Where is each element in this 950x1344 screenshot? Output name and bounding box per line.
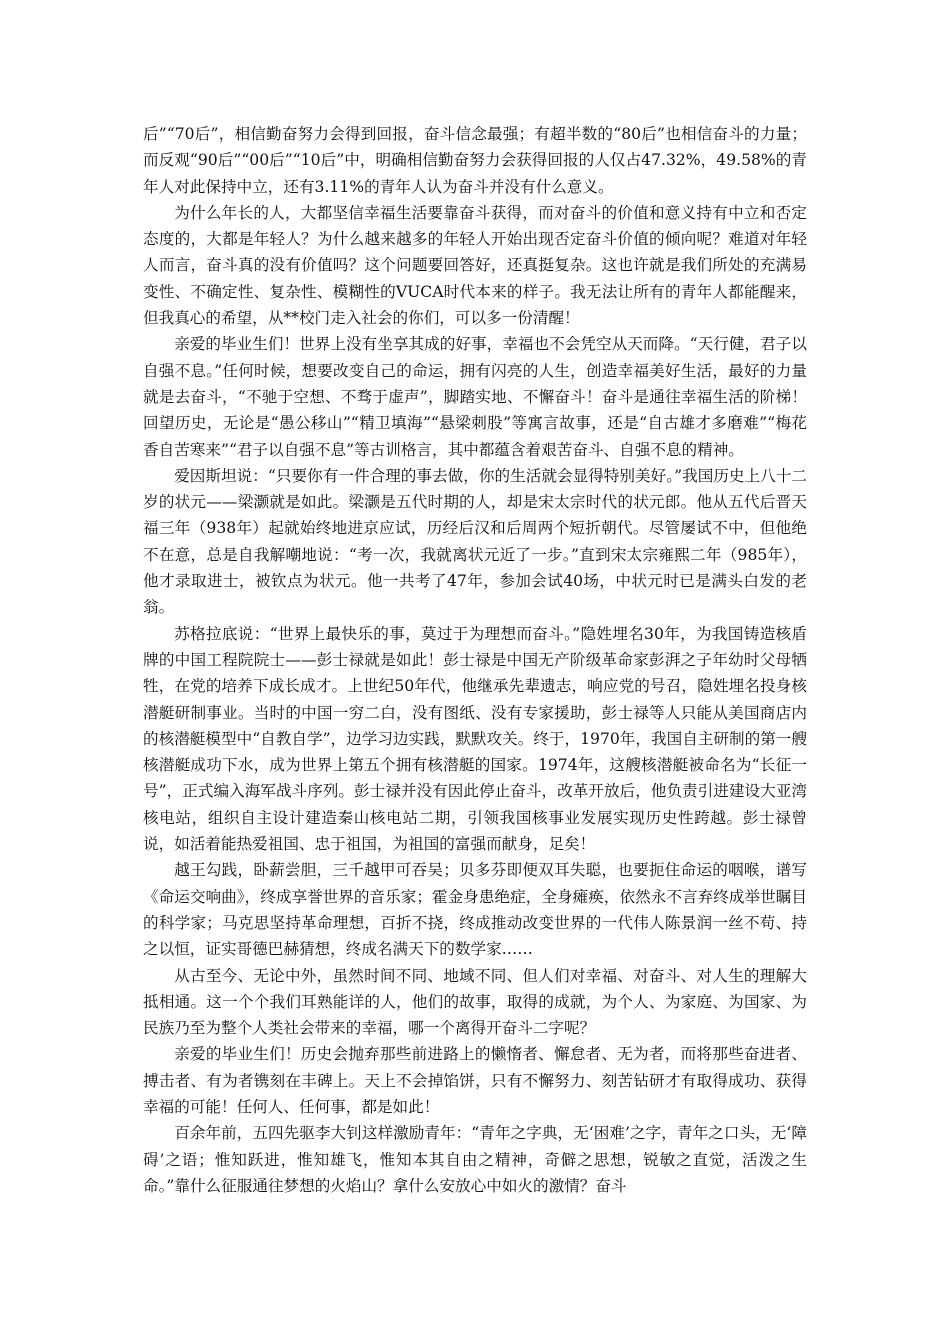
paragraph: 亲爱的毕业生们！历史会抛弃那些前进路上的懒惰者、懈怠者、无为者，而将那些奋进者、搏击者、有为者镌刻在丰碑上。天上不会掉馅饼，只有不懈努力、刻苦钻研才有取得成功、获得幸福的可能！任何人、任何事，都是如此！	[143, 1045, 807, 1116]
document-body	[143, 121, 807, 1199]
paragraph: 为什么年长的人，大都坚信幸福生活要靠奋斗获得，而对奋斗的价值和意义持有中立和否定态度的，大都是年轻人？为什么越来越多的年轻人开始出现否定奋斗价值的倾向呢？难道对年轻人而言，奋斗真的没有价值吗？这个问题要回答好，还真挺复杂。这也许就是我们所处的充满易变性、不确定性、复杂性、模糊性的VUCA时代本来的样子。我无法让所有的青年人都能醒来，但我真心的希望，从**校门走入社会的你们，可以多一份清醒！	[143, 203, 807, 328]
paragraph: 越王勾践，卧薪尝胆，三千越甲可吞吴；贝多芬即便双耳失聪，也要扼住命运的咽喉，谱写《命运交响曲》，终成享誉世界的音乐家；霍金身患绝症，全身瘫痪，依然永不言弃终成举世瞩目的科学家；马克思坚持革命理想，百折不挠，终成推动改变世界的一代伟人陈景润一丝不苟、持之以恒，证实哥德巴赫猜想，终成名满天下的数学家……	[143, 861, 807, 959]
paragraph: 亲爱的毕业生们！世界上没有坐享其成的好事，幸福也不会凭空从天而降。“天行健，君子以自强不息。”任何时候，想要改变自己的命运，拥有闪亮的人生，创造幸福美好生活，最好的力量就是去奋斗，“不驰于空想、不骛于虚声”，脚踏实地、不懈奋斗！奋斗是通往幸福生活的阶梯！回望历史，无论是“愚公移山”“精卫填海”“悬梁刺股”等寓言故事，还是“自古雄才多磨难”“梅花香自苦寒来”“君子以自强不息”等古训格言，其中都蕴含着艰苦奋斗、自强不息的精神。	[143, 335, 807, 459]
paragraph: 从古至今、无论中外，虽然时间不同、地域不同、但人们对幸福、对奋斗、对人生的理解大抵相通。这一个个我们耳熟能详的人，他们的故事，取得的成就，为个人、为家庭、为国家、为民族乃至为整个人类社会带来的幸福，哪一个离得开奋斗二字呢？	[143, 966, 807, 1038]
paragraph: 后”“70后”，相信勤奋努力会得到回报，奋斗信念最强；有超半数的“80后”也相信奋斗的力量；而反观“90后”“00后”“10后”中，明确相信勤奋努力会获得回报的人仅占47.32%，49.58%的青年人对此保持中立，还有3.11%的青年人认为奋斗并没有什么意义。	[143, 125, 807, 196]
paragraph: 百余年前，五四先驱李大钊这样激励青年：“青年之字典，无‘困难’之字，青年之口头，无‘障碍’之语；惟知跃进，惟知雄飞，惟知本其自由之精神，奇僻之思想，锐敏之直觉，活泼之生命。”靠什么征服通往梦想的火焰山？拿什么安放心中如火的激情？奋斗	[143, 1124, 807, 1195]
paragraph: 苏格拉底说：“世界上最快乐的事，莫过于为理想而奋斗。”隐姓埋名30年，为我国铸造核盾牌的中国工程院院士——彭士禄就是如此！彭士禄是中国无产阶级革命家彭湃之子年幼时父母牺牲，在党的培养下成长成才。上世纪50年代，他继承先辈遗志，响应党的号召，隐姓埋名投身核潜艇研制事业。当时的中国一穷二白，没有图纸、没有专家援助，彭士禄等人只能从美国商店内的核潜艇模型中“自教自学”，边学习边实践，默默攻关。终于，1970年，我国自主研制的第一艘核潜艇成功下水，成为世界上第五个拥有核潜艇的国家。1974年，这艘核潜艇被命名为“长征一号”，正式编入海军战斗序列。彭士禄并没有因此停止奋斗，改革开放后，他负责引进建设大亚湾核电站，组织自主设计建造秦山核电站二期，引领我国核事业发展实现历史性跨越。彭士禄曾说，如活着能热爱祖国、忠于祖国，为祖国的富强而献身，足矣！	[143, 624, 807, 854]
paragraph: 爱因斯坦说：“只要你有一件合理的事去做，你的生活就会显得特别美好。”我国历史上八十二岁的状元——梁灏就是如此。梁灏是五代时期的人，却是宋太宗时代的状元郎。他从五代后晋天福三年（938年）起就始终地进京应试，历经后汉和后周两个短折朝代。尽管屡试不中，但他绝不在意，总是自我解嘲地说：“考一次，我就离状元近了一步。”直到宋太宗雍熙二年（985年），他才录取进士，被钦点为状元。他一共考了47年，参加会试40场，中状元时已是满头白发的老翁。	[143, 466, 807, 617]
